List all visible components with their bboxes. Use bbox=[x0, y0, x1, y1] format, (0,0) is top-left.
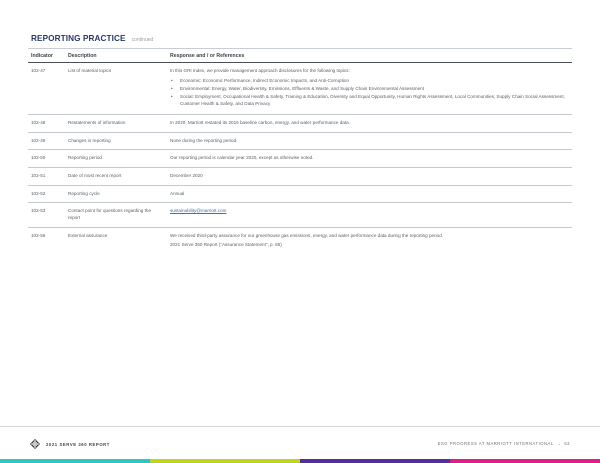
table-row bbox=[28, 133, 572, 151]
section-title-continued: continued bbox=[131, 37, 154, 43]
description-cell: Date of most recent report bbox=[68, 173, 122, 179]
footer-right bbox=[438, 441, 570, 446]
indicator-cell: 102-48 bbox=[31, 120, 46, 126]
list-item: • Environmental: Energy, Water, Biodiversity, Emissions, Effluents & Waste, and Supply Chain Environmental Assessment bbox=[170, 86, 572, 93]
section-title bbox=[31, 34, 153, 43]
section-title-main: REPORTING PRACTICE bbox=[31, 34, 126, 43]
response-cell: December 2020 bbox=[170, 173, 203, 179]
indicator-cell: 102-50 bbox=[31, 155, 46, 161]
header-response: Response and / or References bbox=[170, 52, 245, 59]
table-row bbox=[28, 63, 572, 115]
response-cell: Annual bbox=[170, 190, 185, 196]
assurance-reference: 2021 Serve 360 Report ("Assurance Statement", p. 85) bbox=[170, 241, 282, 247]
footer-left bbox=[30, 439, 110, 449]
description-cell: Changes in reporting bbox=[68, 137, 111, 143]
header-indicator: Indicator bbox=[31, 52, 53, 59]
color-bar-teal bbox=[0, 459, 150, 463]
table-row bbox=[28, 168, 572, 186]
table-row bbox=[28, 186, 572, 204]
description-cell: Contact point for questions regarding the report bbox=[68, 208, 151, 220]
indicator-cell: 102-49 bbox=[31, 137, 46, 143]
header-description: Description bbox=[68, 52, 97, 59]
gri-index-table bbox=[28, 48, 572, 253]
table-row bbox=[28, 150, 572, 168]
table-row bbox=[28, 228, 572, 254]
arrow-right-icon: → bbox=[556, 441, 562, 446]
description-cell: Reporting cycle bbox=[68, 190, 100, 196]
response-text: We received third-party assurance for our greenhouse gas emissions, energy, and water performance data during the reporting period. bbox=[170, 232, 444, 238]
table-header bbox=[28, 48, 572, 63]
color-bar-lime bbox=[150, 459, 300, 463]
indicator-cell: 102-56 bbox=[31, 232, 46, 238]
indicator-cell: 102-53 bbox=[31, 208, 46, 214]
response-cell bbox=[170, 228, 572, 254]
table-row bbox=[28, 115, 572, 133]
response-cell: Our reporting period is calendar year 2020, except as otherwise noted. bbox=[170, 155, 314, 161]
page-number: 63 bbox=[564, 441, 570, 446]
indicator-cell: 102-51 bbox=[31, 173, 46, 179]
brand-color-bar bbox=[0, 459, 600, 463]
response-cell bbox=[170, 63, 572, 114]
footer-divider bbox=[0, 426, 600, 427]
response-text: In this GRI Index, we provide management approach disclosures for the following topics: bbox=[170, 68, 350, 73]
contact-email-link[interactable]: sustainability@marriott.com bbox=[170, 208, 227, 214]
description-cell: Restatements of information bbox=[68, 120, 126, 126]
description-cell: External assurance bbox=[68, 232, 108, 238]
table-row bbox=[28, 203, 572, 227]
response-cell: In 2020, Marriott restated its 2016 baseline carbon, energy, and water performance data. bbox=[170, 120, 350, 126]
response-cell: None during the reporting period. bbox=[170, 137, 238, 143]
color-bar-magenta bbox=[450, 459, 600, 463]
color-bar-purple bbox=[300, 459, 450, 463]
response-cell bbox=[170, 203, 572, 226]
material-topics-list bbox=[170, 78, 572, 108]
report-title: 2021 SERVE 360 REPORT bbox=[46, 441, 110, 447]
indicator-cell: 102-47 bbox=[31, 68, 46, 73]
list-item: • Social: Employment, Occupational Health & Safety, Training & Education, Diversity and Equal Opportunity, Human Rights Assessment, Local Communities, Supply Chain Social Assessment, Customer Health & Safety, and Data Privacy bbox=[170, 94, 572, 107]
description-cell: Reporting period bbox=[68, 155, 102, 161]
description-cell: List of material topics bbox=[68, 68, 112, 73]
list-item: • Economic: Economic Performance, Indirect Economic Impacts, and Anti-Corruption bbox=[170, 78, 572, 85]
serve360-logo-icon bbox=[30, 439, 40, 449]
indicator-cell: 102-52 bbox=[31, 190, 46, 196]
footer-report-label: ESG PROGRESS AT MARRIOTT INTERNATIONAL bbox=[437, 441, 554, 446]
